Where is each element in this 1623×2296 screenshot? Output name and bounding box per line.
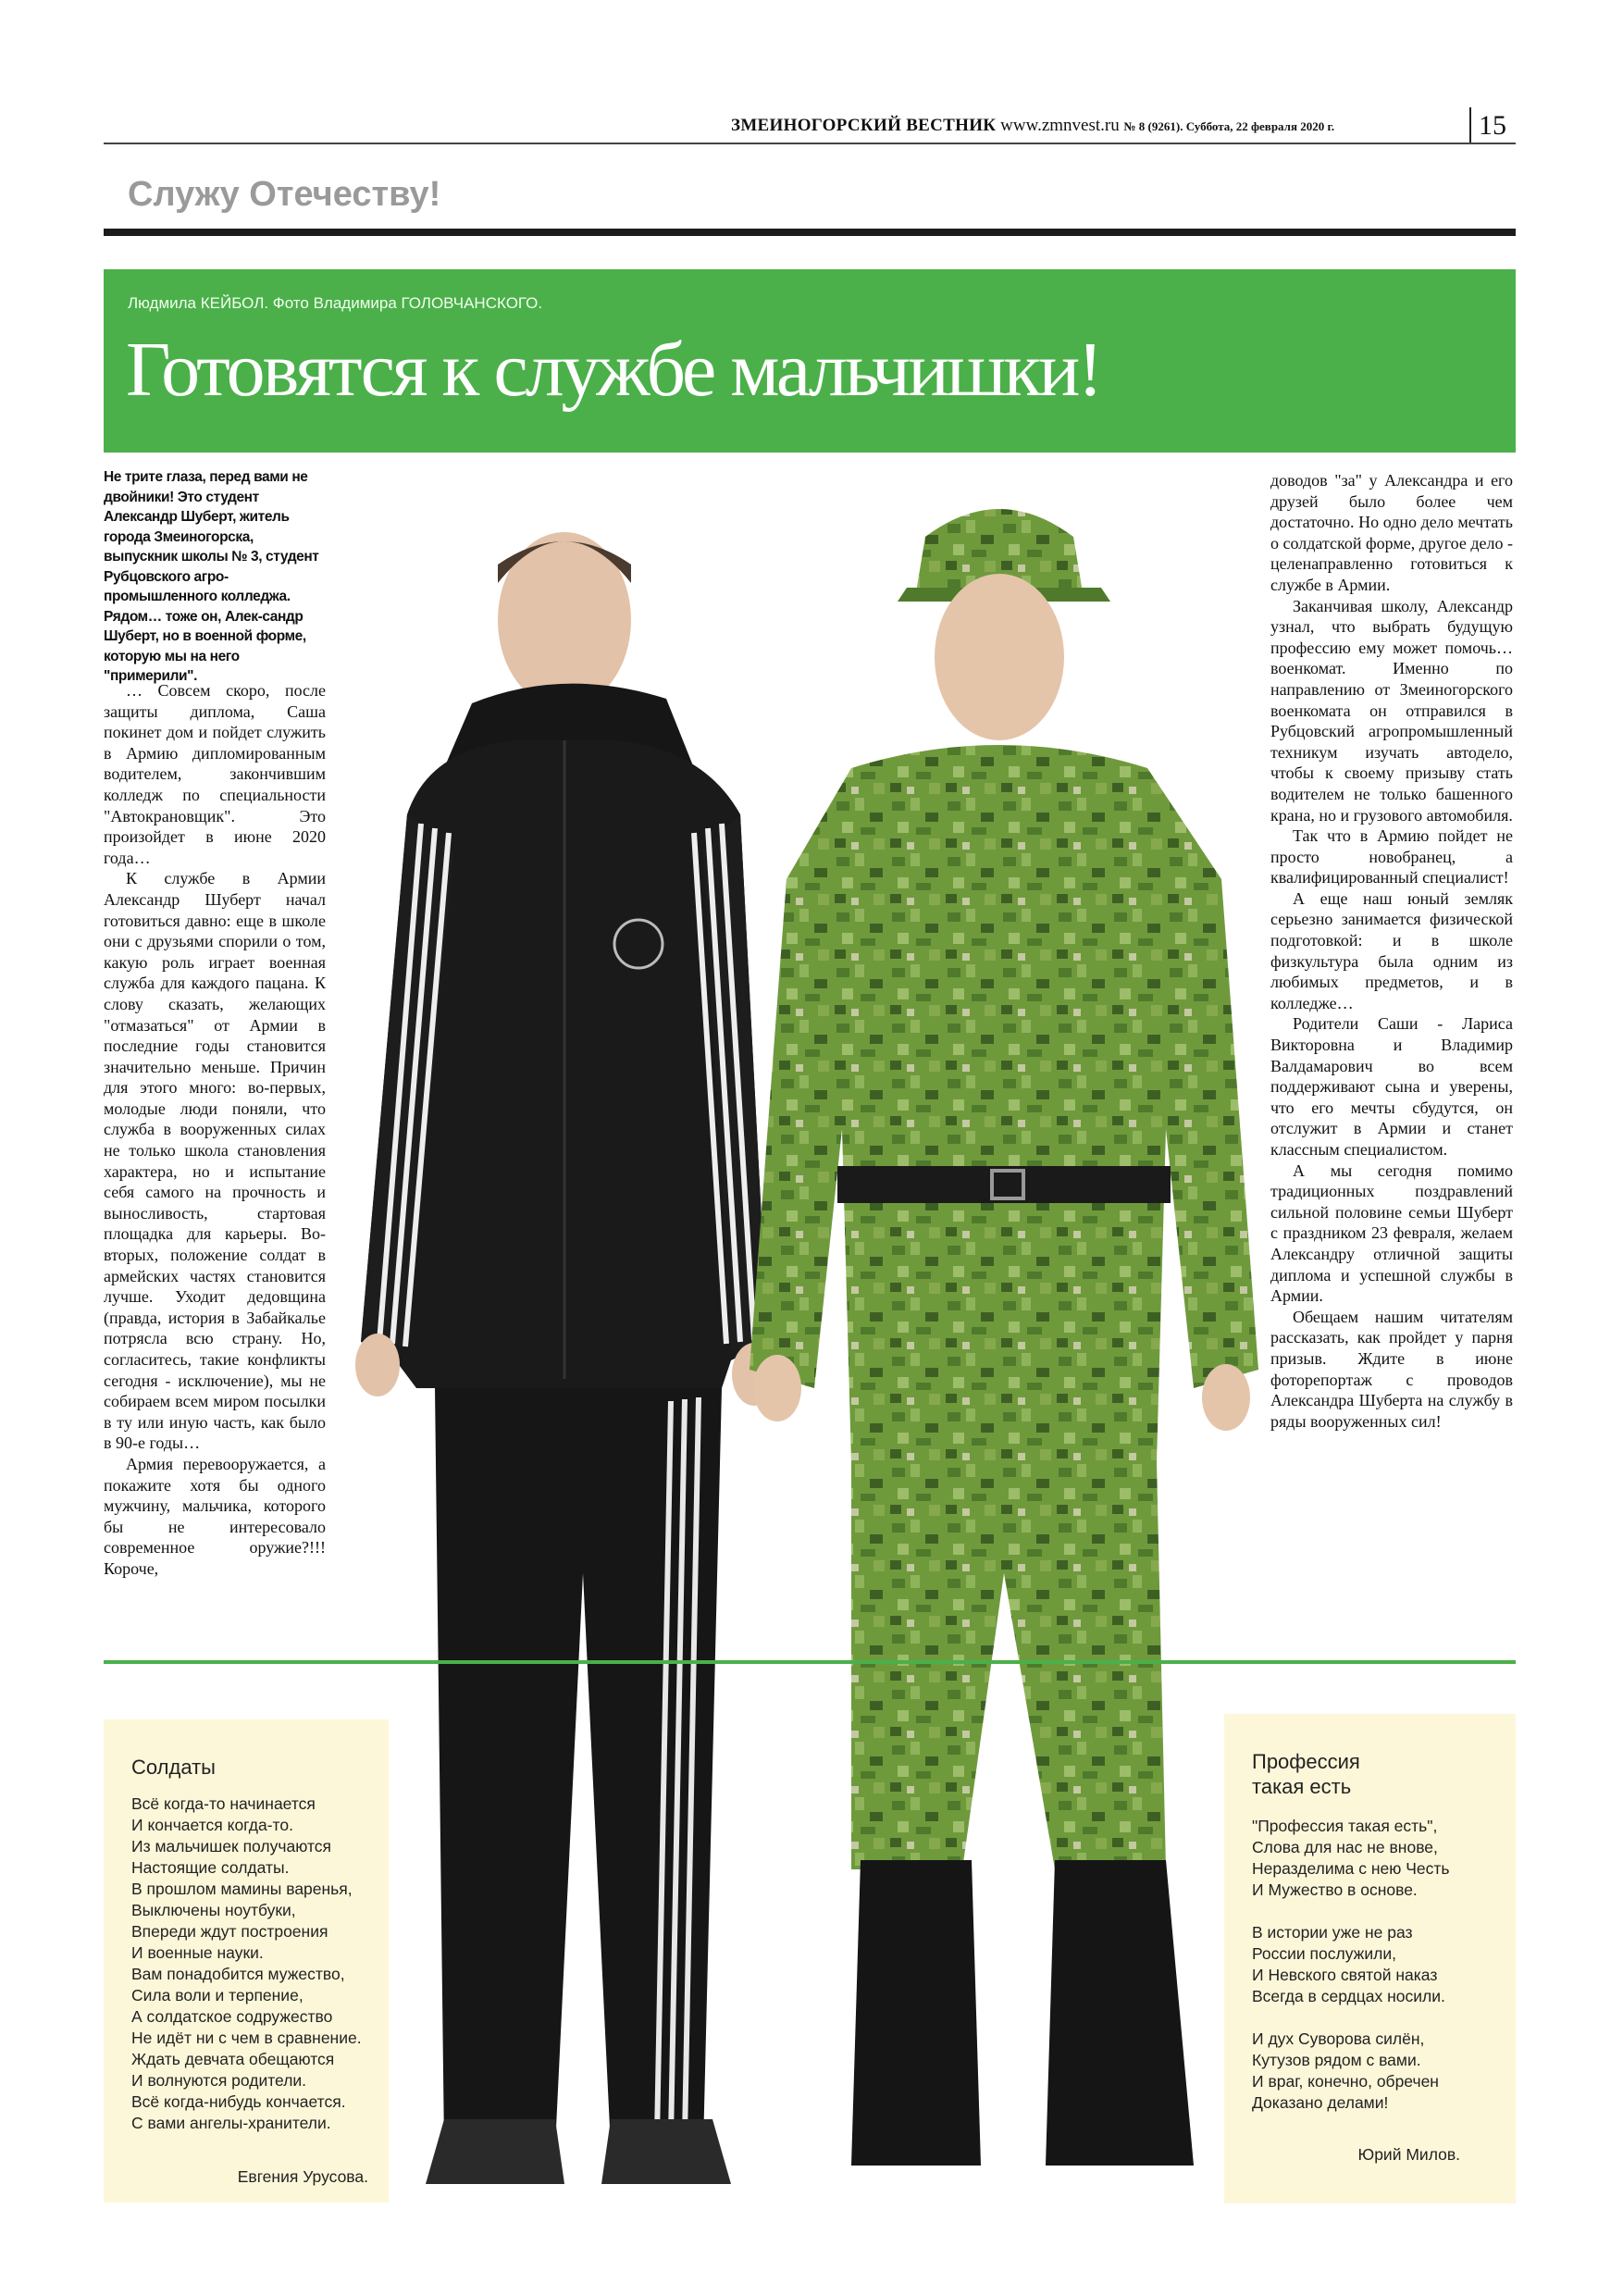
paragraph: … Совсем скоро, после защиты диплома, Саша покинет дом и пойдет служить в Армию дипломированным водителем, закончившим колледж по специальности "Автокрановщик". Это произойдет в июне 2020 года… bbox=[104, 681, 326, 867]
issue-info: № 8 (9261). Суббота, 22 февраля 2020 г. bbox=[1123, 119, 1335, 133]
rubric-rule bbox=[104, 229, 1516, 236]
poem-title-line: Профессия bbox=[1252, 1750, 1360, 1773]
section-rubric: Служу Отечеству! bbox=[128, 175, 441, 214]
article-photo bbox=[333, 463, 1277, 2203]
page-number: 15 bbox=[1479, 110, 1506, 141]
poem-title bbox=[1252, 1749, 1360, 1799]
poem-line: Доказано делами! bbox=[1252, 2093, 1389, 2112]
poem-line: Из мальчишек получаются bbox=[131, 1837, 331, 1855]
article-column-left bbox=[104, 680, 326, 1580]
poem-line: В прошлом мамины варенья, bbox=[131, 1880, 353, 1898]
poem-line: Слова для нас не внове, bbox=[1252, 1838, 1438, 1856]
poem-line: Неразделима с нею Честь bbox=[1252, 1859, 1450, 1878]
header-rule bbox=[104, 143, 1516, 144]
poem-line: Настоящие солдаты. bbox=[131, 1858, 290, 1877]
page-number-divider bbox=[1469, 107, 1471, 144]
poem-line: Сила воли и терпение, bbox=[131, 1986, 304, 2004]
poem-line: Всегда в сердцах носили. bbox=[1252, 1987, 1445, 2005]
poem-box-profession bbox=[1224, 1714, 1516, 2203]
poem-title: Солдаты bbox=[131, 1756, 216, 1779]
article-lead: Не трите глаза, перед вами не двойники! Это студент Александр Шуберт, житель города Змеиногорска, выпускник школы № 3, студент Рубцовского агро-промышленного колледжа. Рядом… тоже он, Алек-сандр Шуберт, но в военной форме, которую мы на него "примерили". bbox=[104, 469, 319, 684]
poem-author: Юрий Милов. bbox=[1357, 2145, 1460, 2164]
byline: Людмила КЕЙБОЛ. Фото Владимира ГОЛОВЧАНСКОГО. bbox=[128, 294, 543, 312]
section-divider bbox=[104, 1660, 1516, 1664]
poem-line: И враг, конечно, обречен bbox=[1252, 2072, 1439, 2091]
poem-line: "Профессия такая есть", bbox=[1252, 1817, 1438, 1835]
poem-line: И дух Суворова силён, bbox=[1252, 2029, 1425, 2048]
poem-line: Ждать девчата обещаются bbox=[131, 2050, 335, 2068]
person-civilian bbox=[355, 532, 776, 2184]
poem-text bbox=[1252, 1816, 1450, 2114]
paragraph: А мы сегодня помимо традиционных поздравлений сильной половине семьи Шуберт с праздником 23 февраля, желаем Александру отличной защиты диплома и успешной службы в Армии. bbox=[1270, 1160, 1513, 1306]
poem-line: Впереди ждут построения bbox=[131, 1922, 328, 1941]
article-column-right bbox=[1270, 470, 1513, 1432]
poem-line: И кончается когда-то. bbox=[131, 1816, 293, 1834]
website[interactable]: www.zmnvest.ru bbox=[1000, 116, 1120, 135]
poem-line: Всё когда-то начинается bbox=[131, 1794, 316, 1813]
person-soldier bbox=[750, 509, 1258, 2166]
paragraph: К службе в Армии Александр Шуберт начал готовиться давно: еще в школе они с друзьями спорили о том, какую роль играет военная служба для каждого пацана. К слову сказать, желающих "отмазаться" от Армии в последние годы становится значительно меньше. Причин для этого много: во-первых, молодые люди поняли, что служба в вооруженных силах не только школа становления характера, но и испытание себя самого на прочность и выносливость, стартовая площадка для карьеры. Во-вторых, положение солдат в армейских частях становится лучше. Уходит дедовщина (правда, история в Забайкалье потрясла всю страну. Но, согласитесь, такие конфликты сегодня - исключение), мы не собираем всем миром посылки в ту или иную часть, как было в 90-е годы… bbox=[104, 869, 326, 1453]
poem-line: В истории уже не раз bbox=[1252, 1923, 1413, 1942]
paragraph: Обещаем нашим читателям рассказать, как пройдет у парня призыв. Ждите в июне фоторепортаж с проводов Александра Шуберта на службу в ряды вооруженных сил! bbox=[1270, 1307, 1513, 1431]
poem-title-line: такая есть bbox=[1252, 1775, 1352, 1798]
poem-line: И Невского святой наказ bbox=[1252, 1966, 1438, 1984]
poem-line: А солдатское содружество bbox=[131, 2007, 333, 2026]
poem-line: России послужили, bbox=[1252, 1944, 1396, 1963]
poem-line: Кутузов рядом с вами. bbox=[1252, 2051, 1421, 2069]
poem-line: Не идёт ни с чем в сравнение. bbox=[131, 2029, 362, 2047]
poem-line: И волнуются родители. bbox=[131, 2071, 307, 2090]
poem-line: Всё когда-нибудь кончается. bbox=[131, 2092, 346, 2111]
poem-author: Евгения Урусова. bbox=[237, 2167, 368, 2186]
newspaper-name: ЗМЕИНОГОРСКИЙ ВЕСТНИК bbox=[731, 116, 997, 135]
poem-line: Выключены ноутбуки, bbox=[131, 1901, 296, 1919]
poem-box-soldiers bbox=[104, 1719, 389, 2203]
poem-line: С вами ангелы-хранители. bbox=[131, 2114, 331, 2132]
paragraph: Заканчивая школу, Александр узнал, что выбрать будущую профессию ему может помочь… военкомат. Именно по направлению от Змеиногорского военкомата он отправился в Рубцовский агропромышленный техникум изучать автодело, чтобы к своему призыву стать водителем не только башенного крана, но и грузового автомобиля. bbox=[1270, 596, 1513, 825]
poem-line: И военные науки. bbox=[131, 1943, 264, 1962]
paragraph: доводов "за" у Александра и его друзей было более чем достаточно. Но одно дело мечтать о солдатской форме, другое дело - целенаправленно готовиться к службе в Армии. bbox=[1270, 471, 1513, 594]
paragraph: Армия перевооружается, а покажите хотя бы одного мужчину, мальчика, которого бы не интересовало современное оружие?!!! Короче, bbox=[104, 1454, 326, 1578]
masthead bbox=[731, 113, 1471, 139]
paragraph: Так что в Армию пойдет не просто новобранец, а квалифицированный специалист! bbox=[1270, 826, 1513, 887]
poem-text bbox=[131, 1793, 362, 2134]
poem-line: И Мужество в основе. bbox=[1252, 1880, 1418, 1899]
paragraph: А еще наш юный земляк серьезно занимается физической подготовкой: и в школе физкультура была одним из любимых предметов, и в колледже… bbox=[1270, 888, 1513, 1012]
article-headline: Готовятся к службе мальчишки! bbox=[126, 327, 1101, 413]
poem-line: Вам понадобится мужество, bbox=[131, 1965, 345, 1983]
paragraph: Родители Саши - Лариса Викторовна и Владимир Валдамарович во всем поддерживают сына и уверены, что его мечты сбудутся, он отслужит в Армии и станет классным специалистом. bbox=[1270, 1014, 1513, 1159]
